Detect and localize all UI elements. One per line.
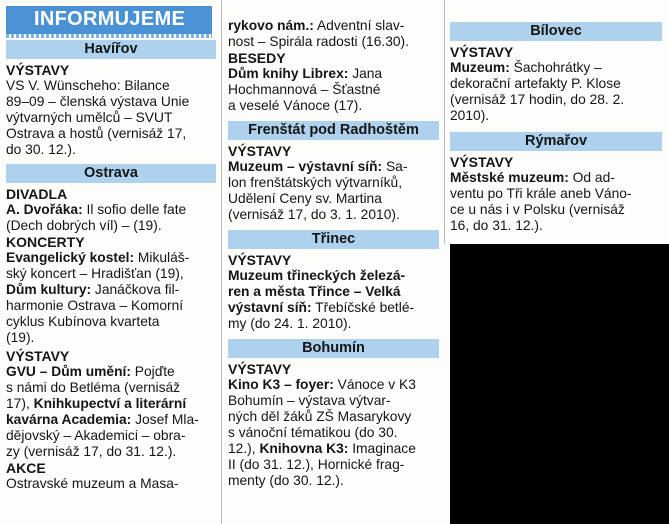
town-header-frenstat: Frenštát pod Radhoštěm [228, 121, 439, 140]
entry-divadla: A. Dvořáka: Il sofio delle fate (Dech dobrých víl) – (19). [6, 202, 187, 233]
section-vystavy-havirov: VÝSTAVY [6, 62, 70, 78]
masthead-title: INFORMUJEME [34, 8, 186, 30]
column-divider [221, 0, 222, 524]
section-vystavy-bilovec: VÝSTAVY [450, 44, 514, 60]
entry-akce: Ostravské muzeum a Masa- [6, 476, 179, 491]
column-3 [450, 22, 662, 234]
section-vystavy-rymarov: VÝSTAVY [450, 154, 514, 170]
entry-havirov: VS V. Wünscheho: Bilance 89–09 – členská výstava Unie výtvarných umělců – SVUT Ostrava a hostů (vernisáž 17, do 30. 12.). [6, 78, 190, 157]
entry-trinec: Muzeum třineckých železá- ren a města Třince – Velká výstavní síň: Třebíčské betlé- my (do 24. 1. 2010). [228, 268, 415, 331]
masthead-bar [6, 6, 212, 34]
section-besedy: BESEDY [228, 50, 286, 66]
section-vystavy-trinec: VÝSTAVY [228, 252, 292, 268]
black-redaction-block [450, 244, 669, 524]
entry-rymarov: Městské muzeum: Od ad- ventu po Tři krále aneb Váno- ce u nás i v Polsku (vernisáž 16, do 31. 12.). [450, 170, 632, 233]
town-header-trinec: Třinec [228, 230, 439, 249]
section-vystavy-ostrava: VÝSTAVY [6, 348, 70, 364]
entry-koncerty: Evangelický kostel: Mikuláš- ský koncert – Hradišťan (19), Dům kultury: Janáčkova fil- harmonie Ostrava – Komorní cyklus Kubínova kvarteta (19). [6, 250, 190, 345]
town-header-havirov: Havířov [6, 40, 216, 59]
entry-bilovec: Muzeum: Šachohrátky – dekorační artefakty P. Klose (vernisáž 17 hodin, do 28. 2. 2010). [450, 60, 625, 123]
entry-bohumin: Kino K3 – foyer: Vánoce v K3 Bohumín – výstava výtvar- ných děl žáků ZŠ Masarykovy s vánoční tématikou (do 30. 12.), Knihovna K3: Imaginace II (do 31. 12.), Hornické frag- menty (do 30. 12.). [228, 377, 416, 488]
entry-ostrava-continued: rykovo nám.: Adventní slav- nost – Spirála radosti (16.30). [228, 18, 409, 49]
town-header-bilovec: Bílovec [450, 22, 662, 41]
masthead-stripes [6, 34, 212, 38]
section-akce: AKCE [6, 460, 46, 476]
entry-frenstat: Muzeum – výstavní síň: Sa- lon frenštátských výtvarníků, Udělení Ceny sv. Martina (vernisáž 17, do 3. 1. 2010). [228, 159, 408, 222]
entry-besedy: Dům knihy Librex: Jana Hochmannová – Šťastné a veselé Vánoce (17). [228, 66, 383, 113]
town-header-rymarov: Rýmařov [450, 132, 662, 151]
section-divadla: DIVADLA [6, 186, 68, 202]
town-header-ostrava: Ostrava [6, 164, 216, 183]
entry-vystavy-ostrava: GVU – Dům umění: Pojďte s námi do Betléma (vernisáž 17), Knihkupectví a literární kavárna Academia: Josef Mla- dějovský – Akademici – obra- zy (vernisáž 17, do 31. 12.). [6, 364, 199, 459]
town-header-bohumin: Bohumín [228, 339, 439, 358]
section-koncerty: KONCERTY [6, 234, 85, 250]
column-1 [6, 40, 216, 492]
section-vystavy-frenstat: VÝSTAVY [228, 143, 292, 159]
column-divider [444, 0, 445, 244]
column-2 [228, 18, 439, 489]
section-vystavy-bohumin: VÝSTAVY [228, 361, 292, 377]
